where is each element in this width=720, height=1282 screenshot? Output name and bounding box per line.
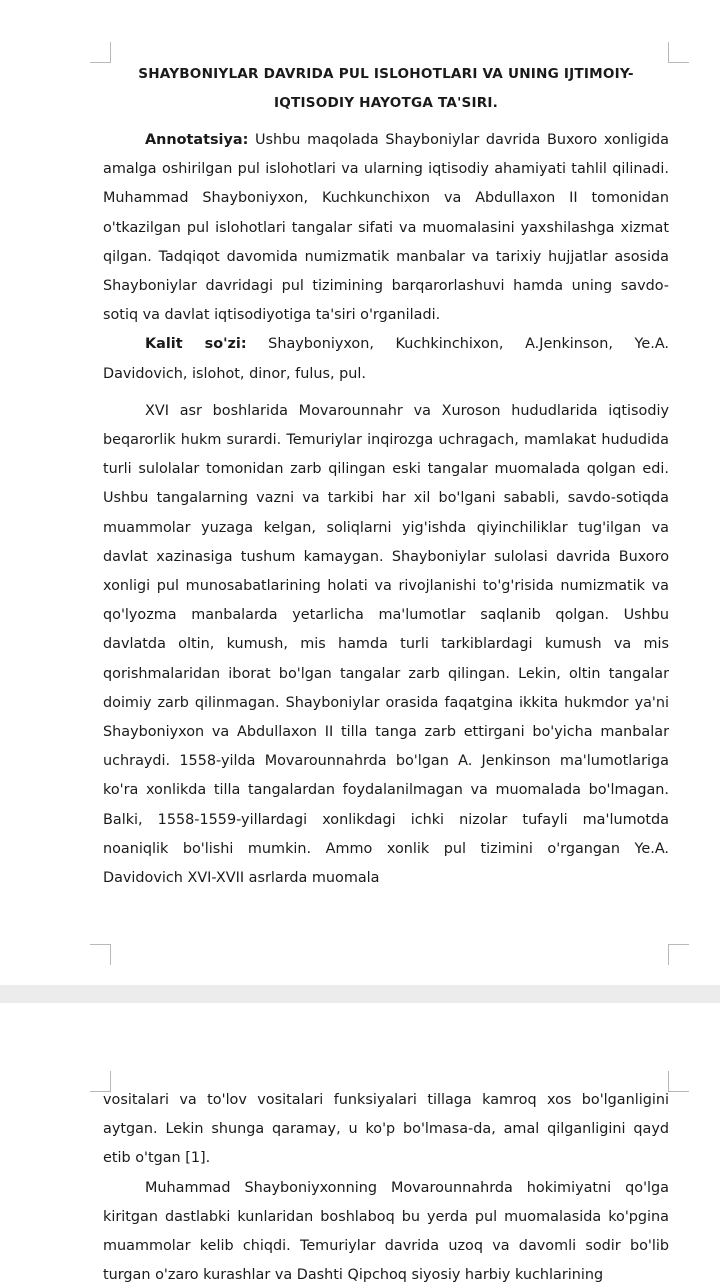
margin-corner-top-right <box>668 1071 689 1092</box>
keywords-label: Kalit so'zi: <box>145 336 247 353</box>
continuation-paragraph: vositalari va to'lov vositalari funksiyalari tillaga kamroq xos bo'lganligini aytgan. Lekin shunga qaramay, u ko'p bo'lmasa-da, amal qilganligini qayd etib o'tgan [1]. <box>103 1092 669 1167</box>
title-spacer <box>103 118 669 126</box>
annotation-label: Annotatsiya: <box>145 132 249 148</box>
annotation-paragraph <box>103 126 669 330</box>
annotation-text: Ushbu maqolada Shayboniylar davrida Buxoro xonligida amalga oshirilgan pul islohotlari va ularning iqtisodiy ahamiyati tahlil qilinadi. Muhammad Shayboniyxon, Kuchkunchixon va Abdullaxon II tomonidan o'tkazilgan pul islohotlari tangalar sifati va muomalasini yaxshilashga xizmat qilgan. Tadqiqot davomida numizmatik manbalar va tarixiy hujjatlar asosida Shayboniylar davridagi pul tizimining barqarorlashuvi hamda uning savdo-sotiq va davlat iqtisodiyotiga ta'siri o'rganiladi. <box>103 132 669 324</box>
keywords-text: Shayboniyxon, Kuchkinchixon, A.Jenkinson, Ye.A. Davidovich, islohot, dinor, fulus, pul. <box>103 336 669 382</box>
body-paragraph-2: Muhammad Shayboniyxonning Movarounnahrda hokimiyatni qo'lga kiritgan dastlabki kunlaridan boshlaboq bu yerda pul muomalasida ko'pgina muammolar kelib chiqdi. Temuriylar davrida uzoq va davomli sodir bo'lib turgan o'zaro kurashlar va Dashti Qipchoq siyosiy harbiy kuchlarining <box>103 1179 669 1282</box>
document-title <box>103 60 669 118</box>
page-2-content <box>103 1086 669 1282</box>
title-line-1: SHAYBONIYLAR DAVRIDA PUL ISLOHOTLARI VA UNING IJTIMOIY- <box>138 66 634 82</box>
page-1-content <box>103 60 669 893</box>
keywords-spacer <box>103 389 669 397</box>
document-page-2 <box>0 1003 720 1282</box>
margin-corner-top-right <box>668 42 689 63</box>
margin-corner-bottom-left <box>90 944 111 965</box>
title-line-2: IQTISODIY HAYOTGA TA'SIRI. <box>273 95 499 111</box>
keywords-paragraph <box>103 330 669 388</box>
margin-corner-bottom-right <box>668 944 689 965</box>
body-paragraph: XVI asr boshlarida Movarounnahr va Xuroson hududlarida iqtisodiy beqarorlik hukm surardi. Temuriylar inqirozga uchragach, mamlakat hududida turli sulolalar tomonidan zarb qilingan eski tangalar muomalada qolgan edi. Ushbu tangalarning vazni va tarkibi har xil bo'lgani sababli, savdo-sotiqda muammolar yuzaga kelgan, soliqlarni yig'ishda qiyinchiliklar tug'ilgan va davlat xazinasiga tushum kamaygan. Shayboniylar sulolasi davrida Buxoro xonligi pul munosabatlarining holati va rivojlanishi to'g'risida numizmatik va qo'lyozma manbalarda yetarlicha ma'lumotlar saqlanib qolgan. Ushbu davlatda oltin, kumush, mis hamda turli tarkiblardagi kumush va mis qorishmalaridan iborat bo'lgan tangalar zarb qilingan. Lekin, oltin tangalar doimiy zarb qilinmagan. Shayboniylar orasida faqatgina ikkita hukmdor ya'ni Shayboniyxon va Abdullaxon II tilla tanga zarb ettirgani bo'yicha manbalar uchraydi. 1558-yilda Movarounnahrda bo'lgan A. Jenkinson ma'lumotlariga ko'ra xonlikda tilla tangalardan foydalanilmagan va muomalada bo'lmagan. Balki, 1558-1559-yillardagi xonlikdagi ichki nizolar tufayli ma'lumotda noaniqlik bo'lishi mumkin. Ammo xonlik pul tizimini o'rgangan Ye.A. Davidovich XVI-XVII asrlarda muomala <box>103 402 669 887</box>
